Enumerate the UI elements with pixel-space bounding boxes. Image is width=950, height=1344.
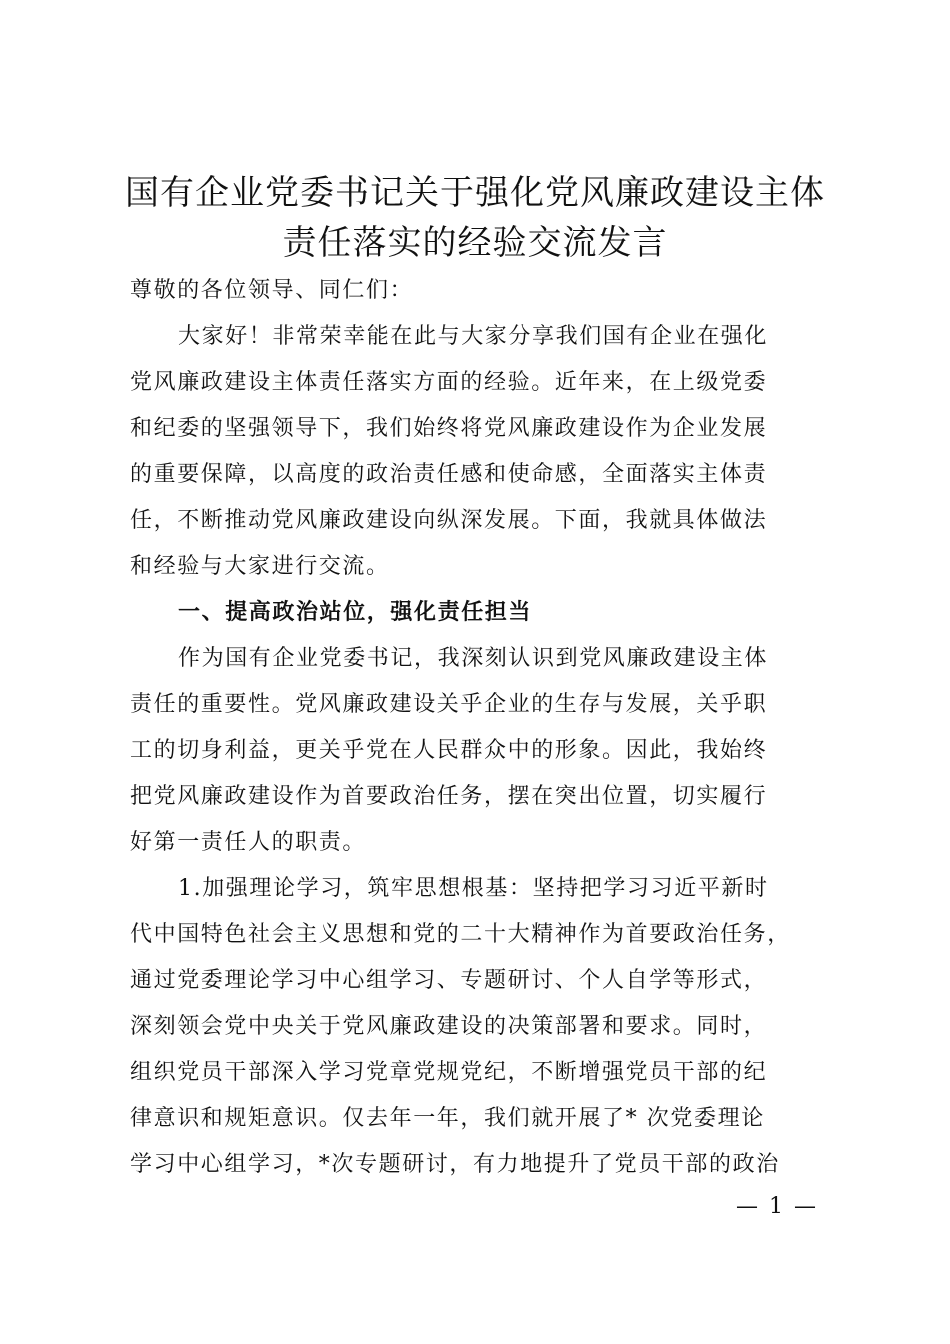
paragraph-line: 和经验与大家进行交流。 — [130, 554, 390, 579]
paragraph-line: 责任的重要性。党风廉政建设关乎企业的生存与发展，关乎职 — [130, 692, 768, 717]
paragraph-line: 大家好！非常荣幸能在此与大家分享我们国有企业在强化 — [178, 324, 769, 349]
paragraph-line: 工的切身利益，更关乎党在人民群众中的形象。因此，我始终 — [130, 738, 768, 763]
paragraph-line: 深刻领会党中央关于党风廉政建设的决策部署和要求。同时， — [130, 1014, 768, 1039]
section-heading: 一、提高政治站位，强化责任担当 — [178, 600, 533, 625]
page-number: — 1 — — [736, 1194, 818, 1219]
paragraph-line: 组织党员干部深入学习党章党规党纪，不断增强党员干部的纪 — [130, 1060, 768, 1085]
paragraph-line: 通过党委理论学习中心组学习、专题研讨、个人自学等形式， — [130, 968, 768, 993]
paragraph-line: 好第一责任人的职责。 — [130, 830, 367, 855]
paragraph-line: 党风廉政建设主体责任落实方面的经验。近年来，在上级党委 — [130, 370, 768, 395]
paragraph-line: 律意识和规矩意识。仅去年一年，我们就开展了* 次党委理论 — [130, 1106, 765, 1131]
paragraph-line: 作为国有企业党委书记，我深刻认识到党风廉政建设主体 — [178, 646, 769, 671]
paragraph-line: 的重要保障，以高度的政治责任感和使命感，全面落实主体责 — [130, 462, 768, 487]
point-1-paragraph — [130, 866, 820, 1188]
paragraph-line: 代中国特色社会主义思想和党的二十大精神作为首要政治任务， — [130, 922, 791, 947]
document-title — [120, 168, 830, 268]
greeting: 尊敬的各位领导、同仁们： — [130, 278, 414, 303]
document-body — [130, 268, 820, 1188]
paragraph-line: 任，不断推动党风廉政建设向纵深发展。下面，我就具体做法 — [130, 508, 768, 533]
paragraph-line: 学习中心组学习，*次专题研讨，有力地提升了党员干部的政治 — [130, 1152, 780, 1177]
paragraph-line: 把党风廉政建设作为首要政治任务，摆在突出位置，切实履行 — [130, 784, 768, 809]
section-paragraph — [130, 636, 820, 866]
title-line-2: 责任落实的经验交流发言 — [282, 223, 668, 263]
title-line-1: 国有企业党委书记关于强化党风廉政建设主体 — [125, 173, 825, 213]
paragraph-line: 和纪委的坚强领导下，我们始终将党风廉政建设作为企业发展 — [130, 416, 768, 441]
paragraph-line: 1.加强理论学习，筑牢思想根基：坚持把学习习近平新时 — [178, 876, 769, 901]
intro-paragraph — [130, 314, 820, 590]
